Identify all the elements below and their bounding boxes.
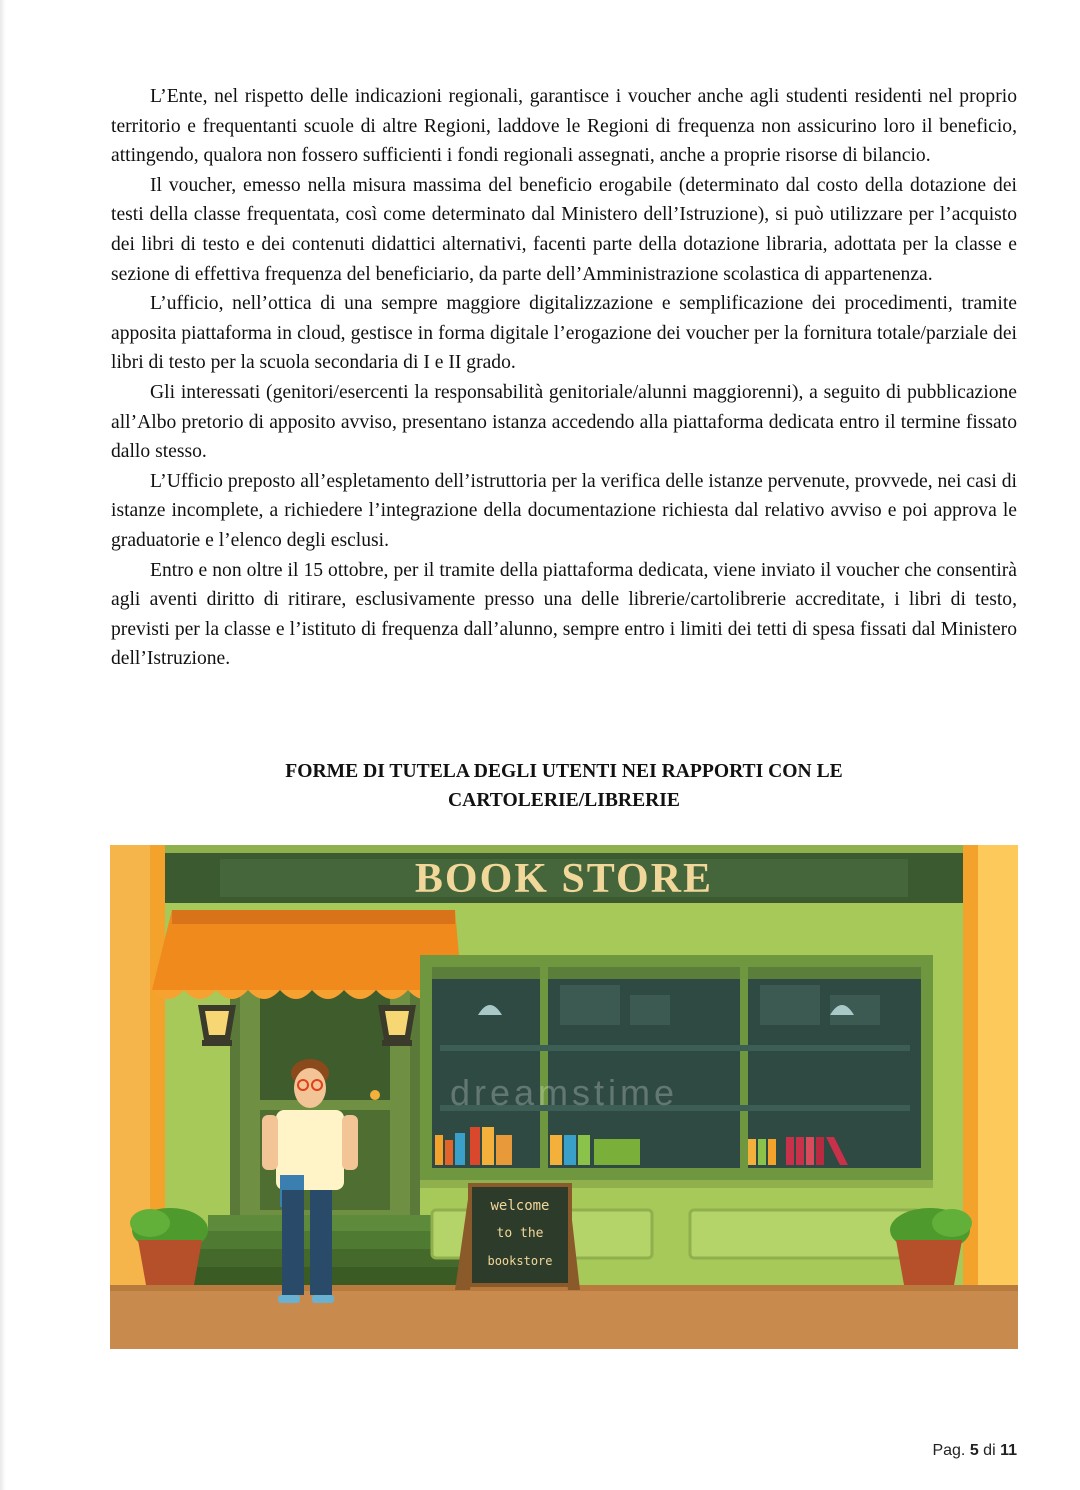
paragraph-3: L’ufficio, nell’ottica di una sempre maggiore digitalizzazione e semplificazione dei procedimenti, tramite apposita piattaforma in cloud, gestisce in forma digitale l’erogazione dei voucher per la fornitura totale/parziale dei libri di testo per la scuola secondaria di I e II grado.: [111, 293, 1017, 374]
paragraph-4: Gli interessati (genitori/esercenti la responsabilità genitoriale/alunni maggiorenni), a seguito di pubblicazione all’Albo pretorio di apposito avviso, presentano istanza accedendo alla piattaforma dedicata entro il termine fissato dallo stesso.: [111, 381, 1017, 463]
page-number: [932, 1442, 1017, 1460]
paragraph-2: Il voucher, emesso nella misura massima del beneficio erogabile (determinato dal costo della dotazione dei testi della classe frequentata, così come determinato dal Ministero dell’Istruzione), si può utilizzare per l’acquisto dei libri di testo e dei contenuti didattici alternativi, facenti parte della dotazione libraria, adottata per la classe e sezione di effettiva frequenza del beneficiario, da parte dell’Amministrazione scolastica di appartenenza.: [111, 174, 1017, 285]
section-heading-line-1: FORME DI TUTELA DEGLI UTENTI NEI RAPPORTI CON LE: [285, 761, 843, 782]
board-line-2: to the: [496, 1226, 544, 1241]
current-page: 5: [969, 1442, 979, 1459]
total-pages: 11: [1000, 1442, 1017, 1459]
welcome-chalkboard: [455, 1185, 580, 1290]
door-handle: [370, 1090, 380, 1100]
paragraph-5: L’Ufficio preposto all’espletamento dell’istruttoria per la verifica delle istanze pervenute, provvede, nei casi di istanze incomplete, a richiedere l’integrazione della documentazione richiesta dal relativo avviso e poi approva le graduatorie e l’elenco degli esclusi.: [111, 470, 1017, 551]
paragraph-1: L’Ente, nel rispetto delle indicazioni regionali, garantisce i voucher anche agli studenti residenti nel proprio territorio e frequentanti scuole di altre Regioni, laddove le Regioni di frequenza non assicurino loro il beneficio, attingendo, qualora non fossero sufficienti i fondi regionali assegnati, anche a proprie risorse di bilancio.: [111, 86, 1017, 167]
watermark: dreamstime: [449, 1072, 679, 1113]
page-edge: [0, 0, 6, 1490]
board-line-3: bookstore: [487, 1254, 553, 1268]
wall-panel-right: [690, 1210, 920, 1258]
bookstore-illustration: [110, 845, 1018, 1349]
store-sign: BOOK STORE: [414, 856, 714, 902]
page-separator: di: [983, 1442, 996, 1459]
board-line-1: welcome: [490, 1198, 550, 1214]
paragraph-6: Entro e non oltre il 15 ottobre, per il tramite della piattaforma dedicata, viene inviato il voucher che consentirà agli aventi diritto di ritirare, esclusivamente presso una delle librerie/cartolibrerie accreditate, i libri di testo, previsti per la classe e l’istituto di frequenza dall’alunno, sempre entro i limiti dei tetti di spesa fissati dal Ministero dell’Istruzione.: [111, 559, 1017, 670]
section-heading: [111, 757, 1017, 815]
page-prefix: Pag.: [932, 1442, 966, 1459]
section-heading-line-2: CARTOLERIE/LIBRERIE: [448, 790, 680, 811]
ground: [110, 1285, 1018, 1349]
body-text: [111, 82, 1017, 674]
